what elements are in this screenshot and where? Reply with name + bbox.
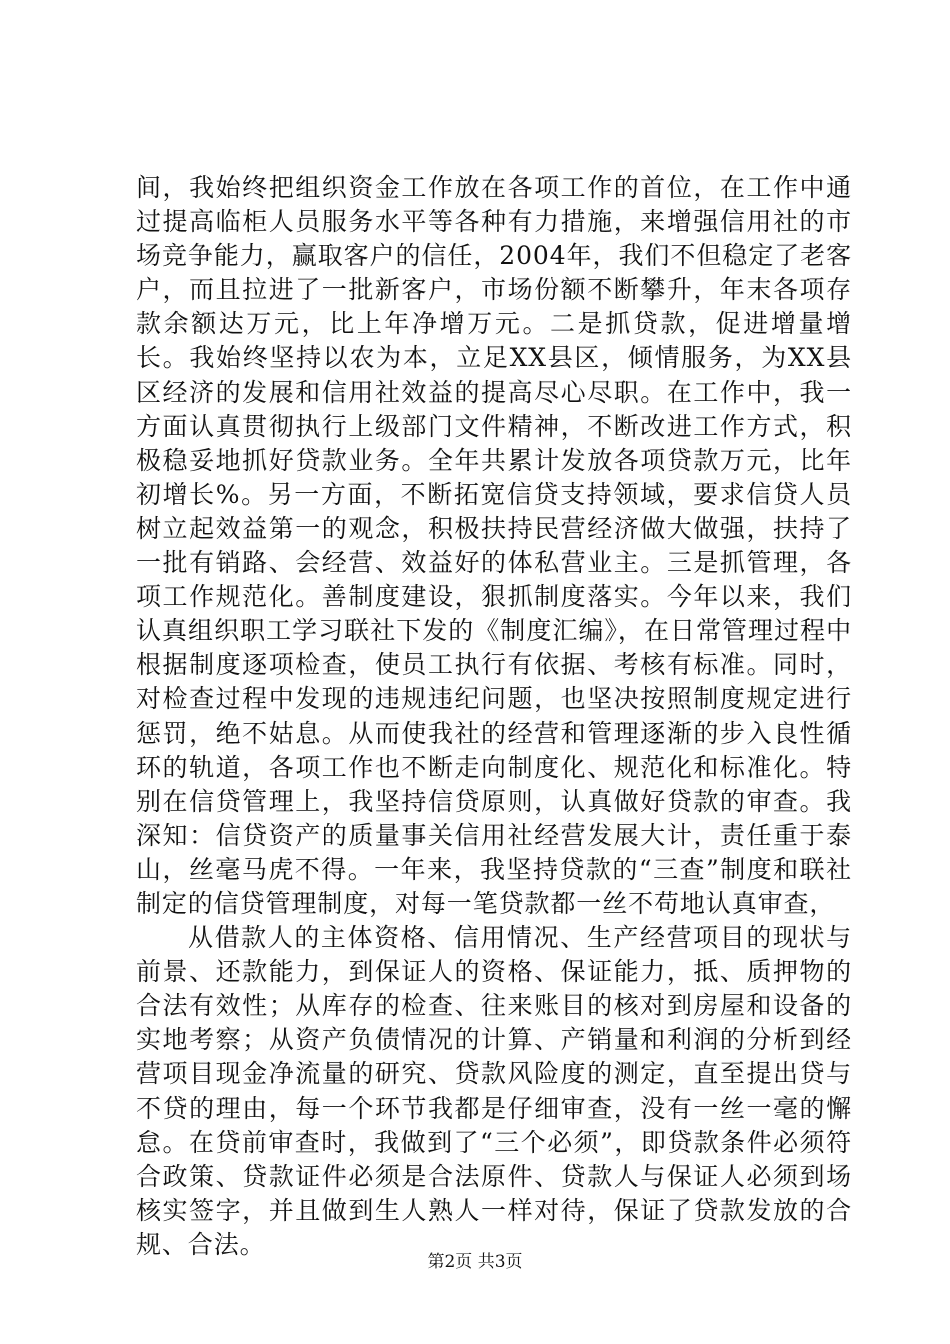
document-body [136,171,852,1262]
page-footer: 第2页 共3页 [427,1252,523,1272]
paragraph-review-process: 从借款人的主体资格、信用情况、生产经营项目的现状与前景、还款能力，到保证人的资格、保证能力，抵、质押物的合法有效性；从库存的检查、往来账目的核对到房屋和设备的实地考察；从资产负债情况的计算、产销量和利润的分析到经营项目现金净流量的研究、贷款风险度的测定，直至提出贷与不贷的理由，每一个环节我都是仔细审查，没有一丝一毫的懈怠。在贷前审查时，我做到了“三个必须”，即贷款条件必须符合政策、贷款证件必须是合法原件、贷款人与保证人必须到场核实签字，并且做到生人熟人一样对待，保证了贷款发放的合规、合法。 [136,923,852,1259]
paragraph-continued: 间，我始终把组织资金工作放在各项工作的首位，在工作中通过提高临柜人员服务水平等各种有力措施，来增强信用社的市场竞争能力，赢取客户的信任，2004年，我们不但稳定了老客户，而且拉进了一批新客户，市场份额不断攀升，年末各项存款余额达万元，比上年净增万元。二是抓贷款，促进增量增长。我始终坚持以农为本，立足XX县区，倾情服务，为XX县区经济的发展和信用社效益的提高尽心尽职。在工作中，我一方面认真贯彻执行上级部门文件精神，不断改进工作方式，积极稳妥地抓好贷款业务。全年共累计发放各项贷款万元，比年初增长%。另一方面，不断拓宽信贷支持领域，要求信贷人员树立起效益第一的观念，积极扶持民营经济做大做强，扶持了一批有销路、会经营、效益好的体私营业主。三是抓管理，各项工作规范化。善制度建设，狠抓制度落实。今年以来，我们认真组织职工学习联社下发的《制度汇编》，在日常管理过程中根据制度逐项检查，使员工执行有依据、考核有标准。同时，对检查过程中发现的违规违纪问题，也坚决按照制度规定进行惩罚，绝不姑息。从而使我社的经营和管理逐渐的步入良性循环的轨道，各项工作也不断走向制度化、规范化和标准化。特别在信贷管理上，我坚持信贷原则，认真做好贷款的审查。我深知：信贷资产的质量事关信用社经营发展大计，责任重于泰山，丝毫马虎不得。一年来，我坚持贷款的“三查”制度和联社制定的信贷管理制度，对每一笔贷款都一丝不苟地认真审查， [136,173,852,918]
